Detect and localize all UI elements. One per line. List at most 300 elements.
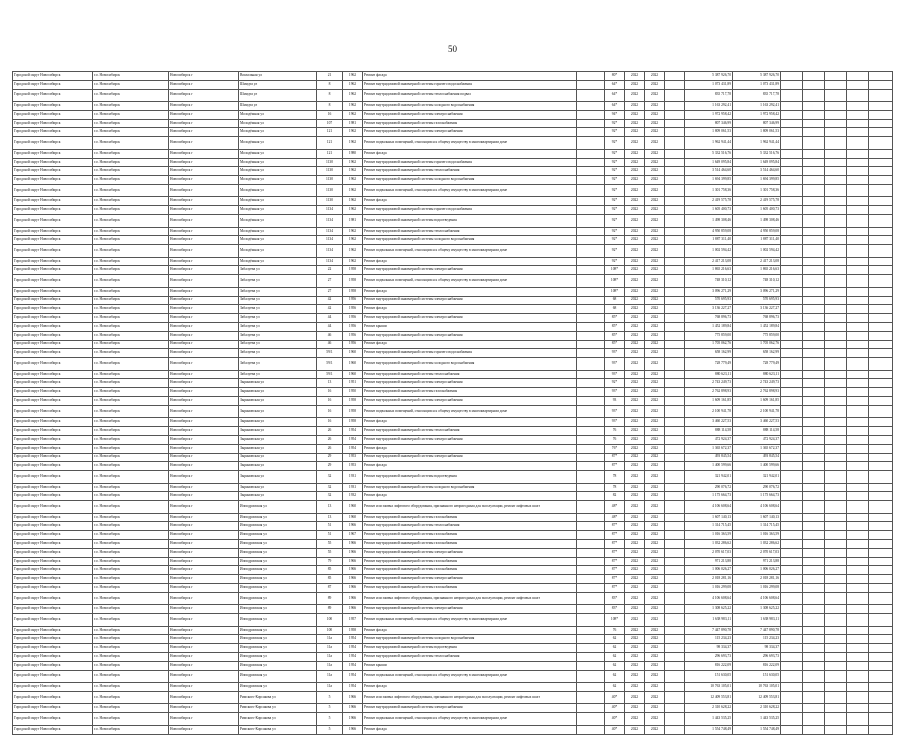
cell-work-type: Ремонт внутридомовой инженерной системы электроснабжения xyxy=(363,704,577,713)
cell-year-start: 2022 xyxy=(625,314,645,323)
cell-empty xyxy=(781,287,803,296)
cell-district: г.о. Новосибирск xyxy=(93,462,169,471)
cell-settlement: Новосибирск г xyxy=(169,137,239,150)
cell-wear-percent: 93* xyxy=(605,358,625,371)
cell-year-end: 2022 xyxy=(645,149,665,158)
cell-wear-percent: 92* xyxy=(605,245,625,258)
cell-empty xyxy=(665,215,685,228)
table-row xyxy=(13,370,893,379)
cell-house-number: 8 xyxy=(317,102,343,111)
table-row xyxy=(13,287,893,296)
cell-empty xyxy=(577,513,605,522)
table-row xyxy=(13,725,893,734)
cell-municipality: Городской округ Новосибирск xyxy=(13,557,93,566)
cell-settlement: Новосибирск г xyxy=(169,340,239,349)
cell-street: Забалуева ул xyxy=(239,266,317,275)
cell-wear-percent: 78 xyxy=(605,471,625,484)
cell-empty xyxy=(869,184,893,197)
cell-wear-percent: 80* xyxy=(605,72,625,81)
cell-empty xyxy=(577,128,605,137)
cell-empty xyxy=(665,305,685,314)
cell-year-built: 1962 xyxy=(343,227,363,236)
cell-settlement: Новосибирск г xyxy=(169,483,239,492)
cell-settlement: Новосибирск г xyxy=(169,287,239,296)
cell-work-type: Ремонт внутридомовой инженерной системы холодного водоснабжения xyxy=(363,358,577,371)
cell-district: г.о. Новосибирск xyxy=(93,644,169,653)
cell-work-type: Ремонт внутридомовой инженерной системы теплоснабжения xyxy=(363,522,577,531)
cell-year-end: 2022 xyxy=(645,275,665,288)
cell-district: г.о. Новосибирск xyxy=(93,266,169,275)
cell-settlement: Новосибирск г xyxy=(169,462,239,471)
cell-year-start: 2022 xyxy=(625,215,645,228)
cell-empty xyxy=(869,557,893,566)
cell-district: г.о. Новосибирск xyxy=(93,397,169,406)
cell-empty xyxy=(781,471,803,484)
cell-year-start: 2022 xyxy=(625,418,645,427)
cell-empty xyxy=(825,257,847,266)
cell-work-type: Ремонт или замена лифтового оборудования, признанного непригодным для эксплуатации, ремонт лифтовых шахт xyxy=(363,592,577,605)
cell-empty xyxy=(781,713,803,726)
cell-empty xyxy=(847,418,869,427)
cell-municipality: Городской округ Новосибирск xyxy=(13,462,93,471)
cell-cost: 2 417 213,08 xyxy=(685,257,733,266)
cell-empty xyxy=(869,128,893,137)
cell-year-built: 1932 xyxy=(343,492,363,501)
cell-cost: 1 498 308,46 xyxy=(685,215,733,228)
cell-cost: 1 175 664,73 xyxy=(685,492,733,501)
cell-settlement: Новосибирск г xyxy=(169,296,239,305)
cell-empty xyxy=(803,331,825,340)
cell-house-number: 27 xyxy=(317,287,343,296)
cell-settlement: Новосибирск г xyxy=(169,80,239,89)
cell-empty xyxy=(869,340,893,349)
cell-empty xyxy=(825,483,847,492)
cell-empty xyxy=(825,287,847,296)
table-row xyxy=(13,531,893,540)
cell-empty xyxy=(665,418,685,427)
cell-year-built: 1960 xyxy=(343,349,363,358)
cell-year-start: 2022 xyxy=(625,584,645,593)
cell-empty xyxy=(781,584,803,593)
cell-empty xyxy=(577,275,605,288)
cell-year-built: 1957 xyxy=(343,614,363,627)
cell-house-number: 1130 xyxy=(317,158,343,167)
cell-municipality: Городской округ Новосибирск xyxy=(13,128,93,137)
cell-municipality: Городской округ Новосибирск xyxy=(13,501,93,514)
cell-wear-percent: 93* xyxy=(605,388,625,397)
cell-settlement: Новосибирск г xyxy=(169,405,239,418)
cell-empty xyxy=(781,397,803,406)
cell-empty xyxy=(665,370,685,379)
cell-empty xyxy=(869,245,893,258)
cell-empty xyxy=(781,119,803,128)
cell-district: г.о. Новосибирск xyxy=(93,513,169,522)
cell-year-built: 1962 xyxy=(343,236,363,245)
cell-house-number: 46 xyxy=(317,340,343,349)
cell-empty xyxy=(781,358,803,371)
cell-municipality: Городской округ Новосибирск xyxy=(13,158,93,167)
cell-settlement: Новосибирск г xyxy=(169,522,239,531)
cell-empty xyxy=(577,331,605,340)
cell-empty xyxy=(577,322,605,331)
cell-empty xyxy=(825,670,847,683)
cell-empty xyxy=(665,548,685,557)
cell-municipality: Городской округ Новосибирск xyxy=(13,322,93,331)
cell-empty xyxy=(781,236,803,245)
cell-empty xyxy=(803,614,825,627)
cell-municipality: Городской округ Новосибирск xyxy=(13,275,93,288)
cell-empty xyxy=(781,215,803,228)
cell-cost-total: 748 310,12 xyxy=(733,275,781,288)
cell-cost-total: 3 136 227,27 xyxy=(733,305,781,314)
cell-district: г.о. Новосибирск xyxy=(93,683,169,692)
cell-year-start: 2022 xyxy=(625,691,645,704)
cell-wear-percent: 108* xyxy=(605,614,625,627)
cell-empty xyxy=(869,661,893,670)
cell-wear-percent: 93* xyxy=(605,418,625,427)
cell-year-start: 2022 xyxy=(625,531,645,540)
cell-cost-total: 835 717,78 xyxy=(733,89,781,102)
cell-empty xyxy=(847,287,869,296)
cell-year-end: 2022 xyxy=(645,614,665,627)
cell-district: г.о. Новосибирск xyxy=(93,296,169,305)
cell-district: г.о. Новосибирск xyxy=(93,110,169,119)
cell-empty xyxy=(781,548,803,557)
cell-empty xyxy=(665,110,685,119)
cell-house-number: 29 xyxy=(317,462,343,471)
cell-municipality: Городской округ Новосибирск xyxy=(13,584,93,593)
table-row xyxy=(13,557,893,566)
cell-empty xyxy=(869,540,893,549)
cell-year-end: 2022 xyxy=(645,471,665,484)
cell-empty xyxy=(825,522,847,531)
cell-empty xyxy=(577,388,605,397)
cell-empty xyxy=(665,296,685,305)
cell-empty xyxy=(825,575,847,584)
cell-settlement: Новосибирск г xyxy=(169,683,239,692)
cell-municipality: Городской округ Новосибирск xyxy=(13,184,93,197)
cell-work-type: Ремонт фасада xyxy=(363,462,577,471)
cell-empty xyxy=(803,492,825,501)
cell-empty xyxy=(665,275,685,288)
cell-settlement: Новосибирск г xyxy=(169,566,239,575)
cell-settlement: Новосибирск г xyxy=(169,167,239,176)
cell-house-number: 32 xyxy=(317,483,343,492)
cell-cost-total: 658 162,99 xyxy=(733,349,781,358)
cell-district: г.о. Новосибирск xyxy=(93,566,169,575)
cell-street: Молодёжная ул xyxy=(239,206,317,215)
cell-district: г.о. Новосибирск xyxy=(93,388,169,397)
table-row xyxy=(13,626,893,635)
cell-wear-percent: 92* xyxy=(605,257,625,266)
cell-year-end: 2022 xyxy=(645,427,665,436)
cell-year-start: 2022 xyxy=(625,575,645,584)
cell-empty xyxy=(665,522,685,531)
cell-municipality: Городской округ Новосибирск xyxy=(13,137,93,150)
cell-year-built: 1962 xyxy=(343,128,363,137)
cell-empty xyxy=(803,584,825,593)
cell-year-start: 2022 xyxy=(625,257,645,266)
cell-empty xyxy=(577,626,605,635)
cell-empty xyxy=(781,405,803,418)
cell-cost: 775 859,00 xyxy=(685,331,733,340)
cell-empty xyxy=(577,427,605,436)
cell-empty xyxy=(869,584,893,593)
cell-empty xyxy=(847,358,869,371)
cell-work-type: Ремонт внутридомовой инженерной системы горячего водоснабжения xyxy=(363,349,577,358)
cell-house-number: 59/1 xyxy=(317,349,343,358)
cell-empty xyxy=(577,349,605,358)
cell-year-end: 2022 xyxy=(645,370,665,379)
cell-empty xyxy=(577,119,605,128)
cell-year-start: 2022 xyxy=(625,557,645,566)
cell-empty xyxy=(781,379,803,388)
cell-cost: 1 809 061,53 xyxy=(685,128,733,137)
cell-municipality: Городской округ Новосибирск xyxy=(13,215,93,228)
cell-street: Молодёжная ул xyxy=(239,197,317,206)
cell-house-number: 100 xyxy=(317,626,343,635)
cell-empty xyxy=(825,215,847,228)
cell-wear-percent: 82 xyxy=(605,492,625,501)
cell-empty xyxy=(803,215,825,228)
table-row xyxy=(13,80,893,89)
cell-empty xyxy=(869,227,893,236)
cell-wear-percent: 92* xyxy=(605,227,625,236)
cell-settlement: Новосибирск г xyxy=(169,691,239,704)
cell-empty xyxy=(869,388,893,397)
cell-municipality: Городской округ Новосибирск xyxy=(13,644,93,653)
cell-work-type: Ремонт внутридомовой инженерной системы электроснабжения xyxy=(363,548,577,557)
cell-work-type: Ремонт фасада xyxy=(363,72,577,81)
cell-cost: 4 106 608,64 xyxy=(685,501,733,514)
cell-year-end: 2022 xyxy=(645,592,665,605)
cell-empty xyxy=(803,340,825,349)
cell-empty xyxy=(665,453,685,462)
cell-year-built: 1962 xyxy=(343,184,363,197)
cell-empty xyxy=(781,501,803,514)
cell-year-built: 1954 xyxy=(343,683,363,692)
cell-empty xyxy=(577,575,605,584)
cell-empty xyxy=(869,427,893,436)
cell-municipality: Городской округ Новосибирск xyxy=(13,72,93,81)
cell-cost-total: 2 070 617,03 xyxy=(733,548,781,557)
cell-empty xyxy=(869,314,893,323)
cell-district: г.о. Новосибирск xyxy=(93,358,169,371)
cell-cost-total: 1 006 026,27 xyxy=(733,566,781,575)
cell-year-built: 1967 xyxy=(343,531,363,540)
cell-district: г.о. Новосибирск xyxy=(93,206,169,215)
cell-empty xyxy=(847,427,869,436)
cell-empty xyxy=(825,388,847,397)
cell-empty xyxy=(781,245,803,258)
repair-register-table xyxy=(12,71,893,735)
cell-municipality: Городской округ Новосибирск xyxy=(13,149,93,158)
cell-cost: 4 106 608,64 xyxy=(685,592,733,605)
cell-year-start: 2022 xyxy=(625,405,645,418)
cell-empty xyxy=(803,149,825,158)
cell-year-built: 1950 xyxy=(343,388,363,397)
cell-district: г.о. Новосибирск xyxy=(93,137,169,150)
cell-wear-percent: 85* xyxy=(605,314,625,323)
cell-work-type: Ремонт подвальных помещений, относящихся к общему имуществу в многоквартирном доме xyxy=(363,275,577,288)
cell-wear-percent: 62 xyxy=(605,653,625,662)
cell-year-end: 2022 xyxy=(645,635,665,644)
cell-empty xyxy=(825,531,847,540)
cell-empty xyxy=(847,661,869,670)
cell-cost-total: 570 695,93 xyxy=(733,296,781,305)
cell-wear-percent: 92* xyxy=(605,197,625,206)
cell-house-number: 13 xyxy=(317,379,343,388)
cell-cost: 1 962 941,44 xyxy=(685,137,733,150)
table-body xyxy=(13,72,893,735)
cell-district: г.о. Новосибирск xyxy=(93,379,169,388)
cell-street: Забалуева ул xyxy=(239,296,317,305)
cell-district: г.о. Новосибирск xyxy=(93,405,169,418)
cell-street: Ипподромская ул xyxy=(239,540,317,549)
cell-empty xyxy=(825,227,847,236)
cell-year-start: 2022 xyxy=(625,72,645,81)
cell-empty xyxy=(825,236,847,245)
cell-settlement: Новосибирск г xyxy=(169,370,239,379)
cell-empty xyxy=(825,501,847,514)
cell-cost: 888 114,58 xyxy=(685,427,733,436)
cell-year-start: 2022 xyxy=(625,245,645,258)
cell-work-type: Ремонт внутридомовой инженерной системы теплоснабжения xyxy=(363,370,577,379)
cell-cost-total: 1 175 664,73 xyxy=(733,492,781,501)
cell-empty xyxy=(825,492,847,501)
cell-empty xyxy=(847,236,869,245)
cell-empty xyxy=(825,128,847,137)
cell-street: Ипподромская ул xyxy=(239,584,317,593)
cell-empty xyxy=(869,80,893,89)
cell-year-end: 2022 xyxy=(645,287,665,296)
cell-year-built: 1954 xyxy=(343,435,363,444)
cell-work-type: Ремонт внутридомовой инженерной системы электроснабжения xyxy=(363,605,577,614)
cell-year-start: 2022 xyxy=(625,540,645,549)
cell-empty xyxy=(665,626,685,635)
cell-empty xyxy=(847,379,869,388)
cell-street: Молодёжная ул xyxy=(239,236,317,245)
cell-empty xyxy=(847,102,869,111)
cell-cost: 1 073 431,89 xyxy=(685,80,733,89)
cell-year-built: 1966 xyxy=(343,725,363,734)
cell-empty xyxy=(665,331,685,340)
cell-wear-percent: 93* xyxy=(605,370,625,379)
cell-empty xyxy=(781,540,803,549)
cell-wear-percent: 92* xyxy=(605,119,625,128)
cell-year-end: 2022 xyxy=(645,584,665,593)
cell-cost-total: 3 460 227,53 xyxy=(733,418,781,427)
cell-empty xyxy=(847,349,869,358)
cell-year-end: 2022 xyxy=(645,167,665,176)
cell-wear-percent: 93* xyxy=(605,405,625,418)
cell-empty xyxy=(825,266,847,275)
cell-cost: 10 763 105,01 xyxy=(685,683,733,692)
table-row xyxy=(13,257,893,266)
cell-settlement: Новосибирск г xyxy=(169,349,239,358)
cell-year-start: 2022 xyxy=(625,158,645,167)
table-row xyxy=(13,670,893,683)
cell-house-number: 121 xyxy=(317,128,343,137)
cell-street: Молодёжная ул xyxy=(239,227,317,236)
cell-empty xyxy=(803,379,825,388)
table-row xyxy=(13,275,893,288)
cell-year-end: 2022 xyxy=(645,405,665,418)
cell-empty xyxy=(869,379,893,388)
cell-house-number: 89 xyxy=(317,605,343,614)
cell-cost-total: 1 498 308,46 xyxy=(733,215,781,228)
cell-empty xyxy=(577,704,605,713)
cell-year-start: 2022 xyxy=(625,614,645,627)
cell-municipality: Городской округ Новосибирск xyxy=(13,331,93,340)
cell-empty xyxy=(803,388,825,397)
cell-municipality: Городской округ Новосибирск xyxy=(13,287,93,296)
cell-empty xyxy=(665,89,685,102)
cell-street: Молодёжная ул xyxy=(239,110,317,119)
cell-year-start: 2022 xyxy=(625,322,645,331)
cell-cost-total: 493 845,54 xyxy=(733,453,781,462)
cell-empty xyxy=(847,158,869,167)
cell-cost-total: 1 016 363,59 xyxy=(733,531,781,540)
cell-house-number: 107 xyxy=(317,119,343,128)
cell-street: Молодёжная ул xyxy=(239,149,317,158)
cell-house-number: 79 xyxy=(317,557,343,566)
cell-empty xyxy=(847,725,869,734)
cell-street: Забалуева ул xyxy=(239,358,317,371)
cell-wear-percent: 92* xyxy=(605,158,625,167)
cell-empty xyxy=(781,557,803,566)
cell-work-type: Ремонт подвальных помещений, относящихся к общему имуществу в многоквартирном доме xyxy=(363,614,577,627)
cell-empty xyxy=(869,592,893,605)
cell-municipality: Городской округ Новосибирск xyxy=(13,492,93,501)
cell-work-type: Ремонт фасада xyxy=(363,340,577,349)
cell-empty xyxy=(825,331,847,340)
cell-empty xyxy=(803,548,825,557)
cell-year-start: 2022 xyxy=(625,110,645,119)
cell-empty xyxy=(781,314,803,323)
cell-settlement: Новосибирск г xyxy=(169,388,239,397)
cell-house-number: 16 xyxy=(317,418,343,427)
cell-empty xyxy=(781,257,803,266)
cell-house-number: 11a xyxy=(317,644,343,653)
cell-empty xyxy=(825,167,847,176)
cell-cost-total: 2 417 213,08 xyxy=(733,257,781,266)
cell-year-end: 2022 xyxy=(645,566,665,575)
cell-street: Молодёжная ул xyxy=(239,215,317,228)
cell-empty xyxy=(781,653,803,662)
cell-year-end: 2022 xyxy=(645,670,665,683)
cell-settlement: Новосибирск г xyxy=(169,314,239,323)
cell-municipality: Городской округ Новосибирск xyxy=(13,379,93,388)
cell-cost-total: 1 609 161,85 xyxy=(733,397,781,406)
cell-empty xyxy=(825,691,847,704)
cell-district: г.о. Новосибирск xyxy=(93,370,169,379)
cell-house-number: 1130 xyxy=(317,184,343,197)
cell-street: Ипподромская ул xyxy=(239,614,317,627)
cell-empty xyxy=(577,206,605,215)
cell-empty xyxy=(665,635,685,644)
cell-cost: 1 016 363,59 xyxy=(685,531,733,540)
cell-empty xyxy=(665,287,685,296)
table-row xyxy=(13,296,893,305)
cell-cost-total: 1 400 599,66 xyxy=(733,462,781,471)
cell-year-built: 1953 xyxy=(343,453,363,462)
cell-empty xyxy=(781,206,803,215)
cell-wear-percent: 64* xyxy=(605,102,625,111)
cell-empty xyxy=(869,683,893,692)
cell-empty xyxy=(847,314,869,323)
cell-house-number: 8 xyxy=(317,89,343,102)
